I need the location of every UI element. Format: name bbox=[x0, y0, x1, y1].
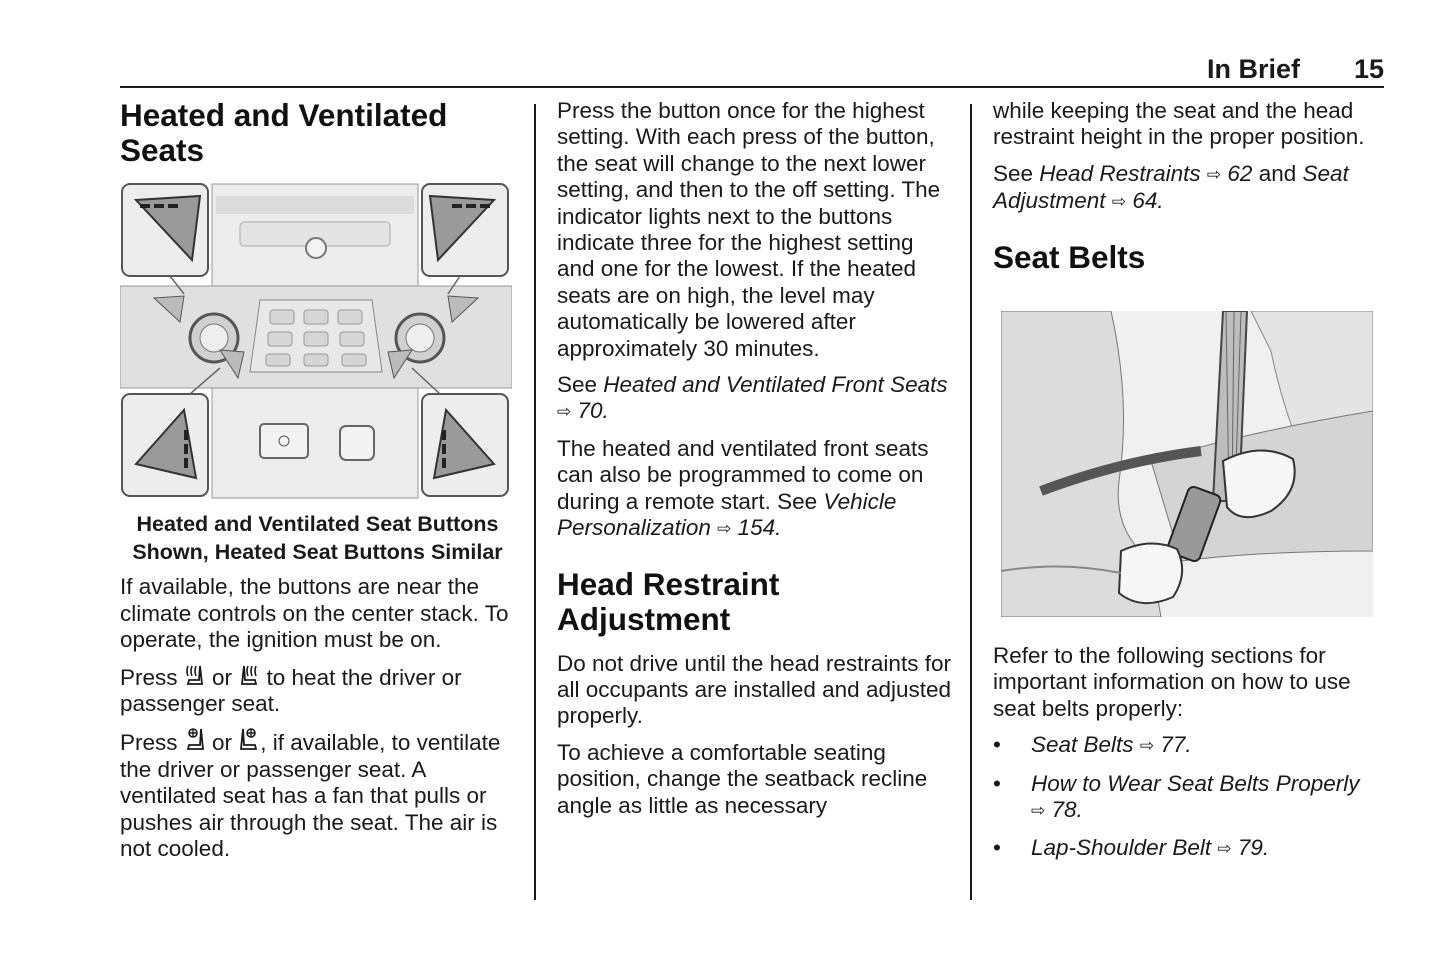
heading-head-restraint: Head Restraint Adjustment bbox=[557, 565, 780, 637]
page-reference[interactable]: 79 bbox=[1237, 835, 1263, 861]
cross-reference-link[interactable]: Heated and Ventilated Front Seats bbox=[603, 372, 948, 398]
page-reference[interactable]: 70 bbox=[577, 398, 603, 424]
bullet-icon: • bbox=[993, 770, 1001, 796]
paragraph-heat-instructions bbox=[120, 664, 515, 718]
page-ref-arrow-icon: ⇨ bbox=[1206, 164, 1222, 184]
page-reference[interactable]: 77 bbox=[1160, 732, 1186, 758]
text: , if available, to ventilate the driver or passenger seat. A ventilated seat has a fan that pulls or pushes air through the seat. The air is not cooled. bbox=[120, 730, 501, 862]
seat-buttons-illustration bbox=[120, 182, 512, 500]
page-ref-arrow-icon: ⇨ bbox=[1111, 192, 1127, 212]
text: . bbox=[1157, 188, 1164, 214]
page-ref-arrow-icon: ⇨ bbox=[1217, 839, 1232, 859]
cross-reference-link[interactable]: Seat Belts bbox=[1031, 732, 1134, 758]
paragraph: Do not drive until the head restraints for all occupants are installed and adjusted properly. bbox=[557, 650, 952, 729]
paragraph-remote-start bbox=[557, 436, 952, 543]
cross-reference-link[interactable]: Seat Adjustment bbox=[993, 160, 1349, 214]
paragraph: Refer to the following sections for important information on how to use seat belts properly: bbox=[993, 643, 1351, 721]
seat-belt-illustration bbox=[1001, 311, 1373, 617]
column-1 bbox=[120, 98, 515, 872]
heated-seat-passenger-icon bbox=[238, 664, 260, 688]
bullet-icon: • bbox=[993, 835, 1001, 861]
page-ref-arrow-icon: ⇨ bbox=[717, 519, 732, 539]
running-header bbox=[120, 52, 1384, 88]
page-reference[interactable]: 62 bbox=[1227, 160, 1253, 186]
page-reference[interactable]: 64 bbox=[1132, 188, 1158, 214]
text: . bbox=[1185, 732, 1192, 758]
paragraph: Press the button once for the highest setting. With each press of the button, the seat will change to the next lower setting, and then to the off setting. The indicator lights next to the buttons indicate three for the highest setting and one for the lowest. If the heated seats are on high, the level may automatically be lowered after approximately 30 minutes. bbox=[557, 98, 941, 361]
column-2 bbox=[557, 98, 952, 829]
text: See bbox=[993, 160, 1040, 186]
text: or bbox=[205, 730, 239, 756]
ventilated-seat-passenger-icon bbox=[238, 727, 260, 753]
cross-reference-link[interactable]: Lap-Shoulder Belt bbox=[1031, 835, 1212, 861]
text: . bbox=[602, 398, 609, 424]
page-ref-arrow-icon: ⇨ bbox=[1031, 801, 1046, 821]
text: to heat the driver or passenger seat. bbox=[120, 664, 462, 717]
page-ref-arrow-icon: ⇨ bbox=[1139, 736, 1155, 756]
text: or bbox=[205, 664, 239, 690]
list-item bbox=[993, 732, 1388, 759]
header-section-title: In Brief bbox=[1206, 54, 1300, 84]
list-item bbox=[993, 835, 1388, 862]
paragraph-ventilate-instructions bbox=[120, 727, 515, 862]
heading-heated-ventilated-seats: Heated and Ventilated Seats bbox=[120, 97, 448, 168]
ventilated-seat-driver-icon bbox=[184, 727, 206, 753]
text: . bbox=[775, 515, 782, 541]
page-reference[interactable]: 78 bbox=[1051, 797, 1077, 823]
heading-seat-belts: Seat Belts bbox=[993, 238, 1146, 275]
cross-reference-link[interactable]: How to Wear Seat Belts Properly bbox=[1031, 770, 1360, 796]
column-divider-1 bbox=[534, 104, 536, 900]
list-item bbox=[993, 771, 1388, 825]
text: . bbox=[1076, 797, 1083, 823]
cross-reference-link[interactable]: Head Restraints bbox=[1039, 160, 1201, 186]
paragraph: while keeping the seat and the head restraint height in the proper position. bbox=[993, 98, 1365, 150]
paragraph-see-reference bbox=[557, 372, 952, 426]
paragraph-see-reference bbox=[993, 161, 1388, 216]
heated-seat-driver-icon bbox=[184, 664, 206, 688]
figure-caption: Heated and Ventilated Seat Buttons Shown, Heated Seat Buttons Similar bbox=[132, 512, 503, 565]
text: The heated and ventilated front seats can also be programmed to come on during a remote start. See bbox=[557, 435, 929, 514]
text: See bbox=[557, 372, 604, 398]
text: . bbox=[1262, 835, 1270, 861]
column-3 bbox=[993, 98, 1388, 874]
page-reference[interactable]: 154 bbox=[737, 515, 776, 541]
column-divider-2 bbox=[970, 104, 972, 900]
text: Press bbox=[120, 730, 184, 756]
text: Press bbox=[120, 664, 184, 690]
paragraph: If available, the buttons are near the climate controls on the center stack. To operate, the ignition must be on. bbox=[120, 574, 509, 653]
paragraph: To achieve a comfortable seating position, change the seatback recline angle as little as necessary bbox=[557, 739, 928, 818]
page-ref-arrow-icon: ⇨ bbox=[557, 402, 572, 422]
bullet-icon: • bbox=[993, 732, 1001, 758]
text: and bbox=[1252, 160, 1303, 186]
page-number: 15 bbox=[1353, 54, 1384, 84]
cross-reference-link[interactable]: Vehicle Personalization bbox=[557, 488, 897, 541]
